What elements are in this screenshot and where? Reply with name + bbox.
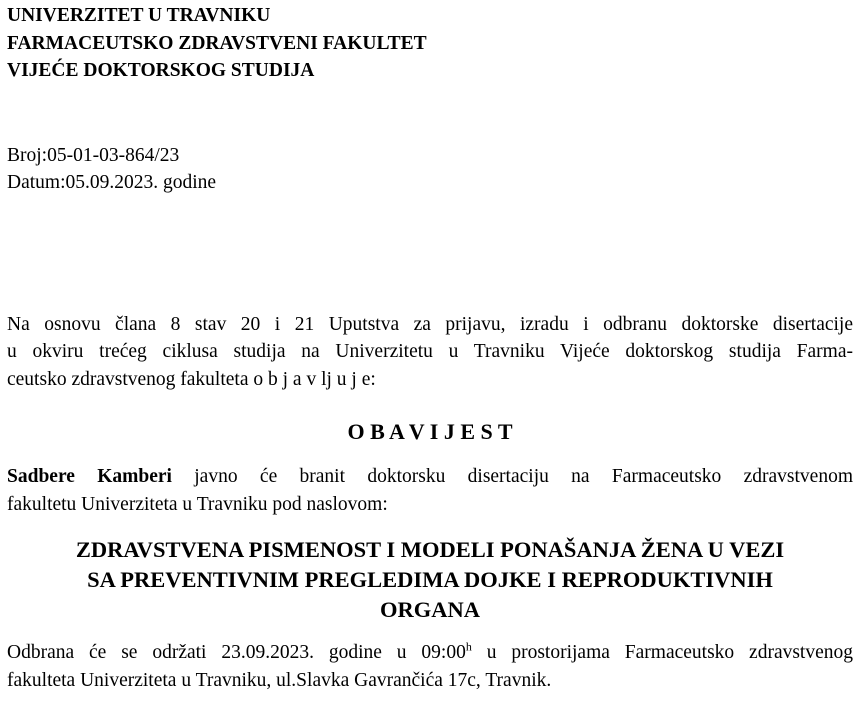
candidate-paragraph	[7, 463, 853, 518]
thesis-title-line-1: ZDRAVSTVENA PISMENOST I MODELI PONAŠANJA ŽENA U VEZI	[75, 537, 785, 562]
candidate-line-1-rest: javno će branit doktorsku disertaciju na Farmaceutsko zdravstvenom	[171, 466, 853, 487]
council-name: VIJEĆE DOKTORSKOG STUDIJA	[7, 60, 315, 81]
document-date: Datum:05.09.2023. godine	[7, 172, 217, 193]
candidate-line-2: fakultetu Univerziteta u Travniku pod naslovom:	[7, 493, 388, 515]
faculty-name: FARMACEUTSKO ZDRAVSTVENI FAKULTET	[7, 32, 427, 54]
document-number: Broj:05-01-03-864/23	[7, 144, 180, 166]
intro-line-3	[7, 366, 853, 394]
candidate-name: Sadbere Kamberi	[7, 466, 172, 487]
document-meta	[7, 142, 853, 197]
defense-line-2: fakulteta Univerziteta u Travniku, ul.Slavka Gavrančića 17c, Travnik.	[7, 669, 552, 691]
thesis-title-line-2: SA PREVENTIVNIM PREGLEDIMA DOJKE I REPRODUKTIVNIH	[87, 567, 773, 592]
intro-line-2: u okviru trećeg ciklusa studija na Univerzitetu u Travniku Vijeće doktorskog studija Farma-	[7, 341, 853, 362]
time-superscript: h	[465, 639, 472, 654]
defense-line-1-a: Odbrana će se održati 23.09.2023. godine u 09:00	[7, 642, 466, 663]
intro-line-3-main: ceutsko zdravstvenog fakulteta	[7, 368, 254, 390]
notice-title: O B A V I J E S T	[347, 419, 513, 444]
defense-paragraph	[7, 639, 853, 694]
thesis-title-line-3: ORGANA	[380, 597, 480, 622]
university-name: UNIVERZITET U TRAVNIKU	[7, 5, 271, 26]
document-page	[7, 0, 853, 694]
institution-header	[7, 2, 853, 85]
intro-paragraph	[7, 311, 853, 394]
defense-line-1	[7, 639, 853, 667]
thesis-title	[7, 535, 853, 625]
intro-line-1: Na osnovu člana 8 stav 20 i 21 Uputstva za prijavu, izradu i odbranu doktorske disertacije	[7, 313, 853, 335]
candidate-line-1	[7, 463, 853, 491]
announce-word: o b j a v lj u j e:	[253, 368, 376, 390]
defense-line-1-b: u prostorijama Farmaceutsko zdravstvenog	[471, 642, 854, 663]
